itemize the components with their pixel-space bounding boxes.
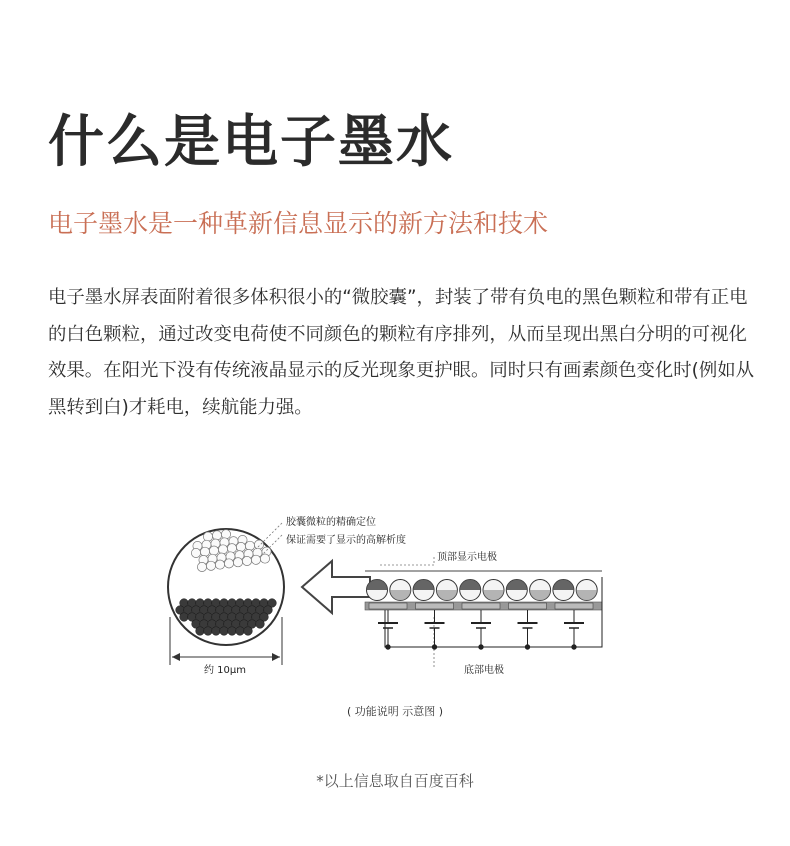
white-particle (224, 559, 233, 568)
white-particle (236, 542, 245, 551)
white-particle (242, 556, 251, 565)
white-particle (221, 530, 230, 539)
source-footnote: *以上信息取自百度百科 (316, 772, 474, 790)
white-particle (245, 541, 254, 550)
white-particle (209, 546, 218, 555)
white-particle (251, 555, 260, 564)
electrode-segments (369, 603, 593, 609)
electrode-segment (555, 603, 593, 609)
electrode-segment (369, 603, 407, 609)
black-particle (236, 627, 245, 636)
white-particle (191, 548, 200, 557)
microcapsule (413, 580, 434, 601)
black-particle (180, 613, 189, 622)
microcapsule (390, 580, 411, 601)
microcapsule (436, 580, 457, 601)
microcapsule (506, 580, 527, 601)
microcapsule (553, 580, 574, 601)
black-particle (228, 627, 237, 636)
description-paragraph: 电子墨水屏表面附着很多体积很小的“微胶囊”，封装了带有负电的黑色颗粒和带有正电的白色颗粒，通过改变电荷使不同颜色的颗粒有序排列，从而呈现出黑白分明的可视化效果。在阳光下没有传统液晶显示的反光现象更护眼。同时只有画素颜色变化时(例如从黑转到白)才耗电，续航能力强。 (48, 287, 755, 418)
white-particle (215, 560, 224, 569)
capsule-magnified (168, 529, 284, 645)
label-capsule-line2: 保证需要了显示的高解析度 (286, 535, 406, 546)
magnify-arrow (302, 561, 370, 613)
microcapsule (483, 580, 504, 601)
eink-diagram (160, 505, 640, 685)
label-size: 约 10μm (204, 665, 247, 676)
white-particle (200, 547, 209, 556)
white-particle (203, 532, 212, 541)
white-particle (254, 540, 263, 549)
electrode-segment (416, 603, 454, 609)
black-particle (212, 627, 221, 636)
white-particle (197, 562, 206, 571)
black-particle (256, 620, 265, 629)
black-particle (244, 627, 253, 636)
electrode-segment (509, 603, 547, 609)
microcapsule (530, 580, 551, 601)
microcapsule (460, 580, 481, 601)
white-particle (212, 531, 221, 540)
label-top-electrode: 顶部显示电极 (437, 552, 497, 563)
capsule-row (367, 580, 598, 601)
label-capsule-line1: 胶囊微粒的精确定位 (286, 517, 376, 528)
label-bottom-electrode: 底部电极 (464, 665, 504, 676)
diagram-caption: ( 功能说明 示意图 ) (346, 705, 444, 718)
microcapsule (576, 580, 597, 601)
black-particle (204, 627, 213, 636)
electrode-segment (462, 603, 500, 609)
page-title: 什么是电子墨水 (48, 110, 454, 175)
white-particle (233, 558, 242, 567)
white-particle (227, 544, 236, 553)
page-subtitle: 电子墨水是一种革新信息显示的新方法和技术 (48, 209, 549, 238)
white-particle (206, 561, 215, 570)
white-particle (218, 545, 227, 554)
microcapsule (367, 580, 388, 601)
black-particle (196, 627, 205, 636)
black-particle (220, 627, 229, 636)
